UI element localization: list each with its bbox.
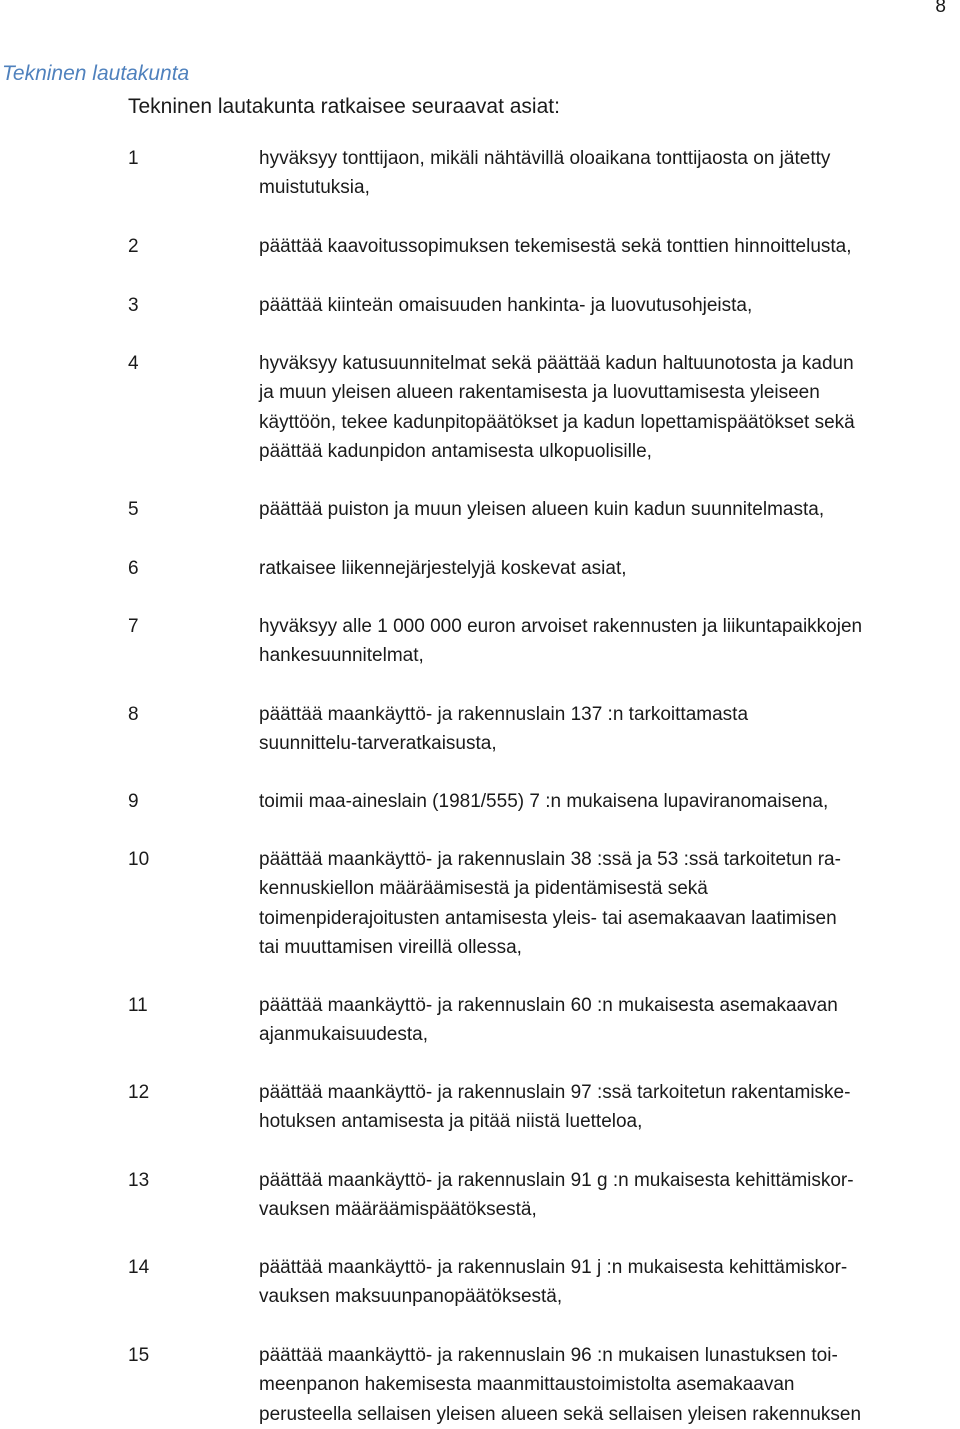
item-number: 5 [128,499,139,520]
item-number: 9 [128,791,139,812]
page-number: 8 [935,0,946,17]
item-text: päättää puiston ja muun yleisen alueen kuin kadun suunnitelmasta, [259,499,825,520]
item-number: 3 [128,295,139,316]
item-text: päättää maankäyttö- ja rakennuslain 91 g :n mukaisesta kehittämiskor- vauksen määräämispäätöksestä, [259,1170,854,1221]
item-number: 4 [128,353,139,374]
item-text: päättää kiinteän omaisuuden hankinta- ja luovutusohjeista, [259,295,753,316]
item-text: päättää maankäyttö- ja rakennuslain 38 :ssä ja 53 :ssä tarkoitetun ra- kennuskiellon määräämisestä ja pidentämisestä sekä toimenpiderajoitusten antamisesta yleis- tai asemakaavan laatimisen tai muuttamisen vireillä ollessa, [259,849,841,958]
item-text: hyväksyy katusuunnitelmat sekä päättää kadun haltuunotosta ja kadun ja muun yleisen alueen rakentamisesta ja luovuttamisesta yleiseen käyttöön, tekee kadunpitopäätökset ja kadun lopettamispäätökset sekä päättää kadunpidon antamisesta ulkopuolisille, [259,353,855,462]
item-number: 2 [128,236,139,257]
item-text: toimii maa-aineslain (1981/555) 7 :n mukaisena lupaviranomaisena, [259,791,829,812]
item-number: 10 [128,849,150,870]
item-text: päättää maankäyttö- ja rakennuslain 137 :n tarkoittamasta suunnittelu-tarveratkaisusta, [259,704,749,755]
item-text: päättää maankäyttö- ja rakennuslain 97 :ssä tarkoitetun rakentamiske- hotuksen antamisesta ja pitää niistä luetteloa, [259,1082,851,1133]
item-text: päättää maankäyttö- ja rakennuslain 60 :n mukaisesta asemakaavan ajanmukaisuudesta, [259,995,838,1046]
item-number: 6 [128,558,139,579]
intro-paragraph: Tekninen lautakunta ratkaisee seuraavat asiat: [128,95,560,118]
section-heading: Tekninen lautakunta [2,62,190,85]
item-number: 14 [128,1257,150,1278]
item-text: hyväksyy tonttijaon, mikäli nähtävillä oloaikana tonttijaosta on jätetty muistutuksia, [259,148,831,199]
item-text: päättää maankäyttö- ja rakennuslain 91 j :n mukaisesta kehittämiskor- vauksen maksuunpanopäätöksestä, [259,1257,848,1308]
item-number: 11 [128,995,148,1016]
item-text: päättää maankäyttö- ja rakennuslain 96 :n mukaisen lunastuksen toi- meenpanon hakemisesta maanmittaustoimistolta asemakaavan perusteella sellaisen yleisen alueen sekä sellaisen yleisen rakennuksen [259,1345,862,1425]
item-number: 15 [128,1345,150,1366]
item-number: 12 [128,1082,150,1103]
item-text: hyväksyy alle 1 000 000 euron arvoiset rakennusten ja liikuntapaikkojen hankesuunnitelmat, [259,616,863,667]
item-number: 1 [128,148,139,169]
item-number: 7 [128,616,139,637]
item-text: ratkaisee liikennejärjestelyjä koskevat asiat, [259,558,627,579]
item-text: päättää kaavoitussopimuksen tekemisestä sekä tonttien hinnoittelusta, [259,236,852,257]
item-number: 13 [128,1170,150,1191]
item-number: 8 [128,704,139,725]
